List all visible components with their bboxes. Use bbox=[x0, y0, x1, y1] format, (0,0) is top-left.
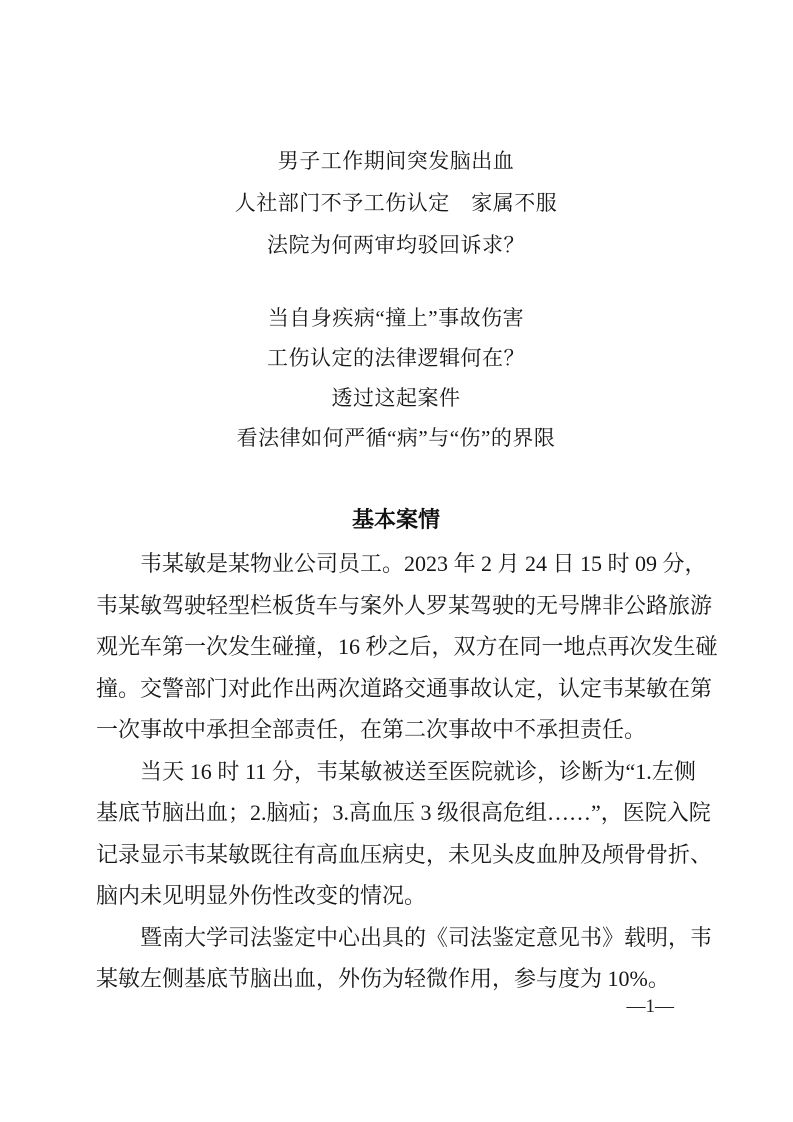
title-line-3: 法院为何两审均驳回诉求？ bbox=[267, 233, 525, 257]
subtitle-line-4: 看法律如何严循“病”与“伤”的界限 bbox=[236, 426, 556, 450]
body-line: 某敏左侧基底节脑出血，外伤为轻微作用，参与度为 10%。 bbox=[96, 966, 670, 991]
subtitle-line-1: 当自身疾病“撞上”事故伤害 bbox=[267, 306, 525, 330]
page-number: —1— bbox=[626, 996, 674, 1017]
title-line-2: 人社部门不予工伤认定 家属不服 bbox=[234, 191, 558, 215]
body-line: 基底节脑出血；2.脑疝；3.高血压 3 级很高危组……”，医院入院 bbox=[96, 800, 711, 825]
title-line-1: 男子工作期间突发脑出血 bbox=[277, 149, 515, 173]
body-line: 韦某敏驾驶轻型栏板货车与案外人罗某驾驶的无号牌非公路旅游 bbox=[96, 592, 713, 618]
body-line: 撞。交警部门对此作出两次道路交通事故认定，认定韦某敏在第 bbox=[96, 675, 713, 701]
title-block-secondary bbox=[96, 298, 696, 458]
section-heading: 基本案情 bbox=[351, 507, 440, 532]
body-line: 记录显示韦某敏既往有高血压病史，未见头皮血肿及颅骨骨折、 bbox=[96, 841, 713, 867]
body-line: 当天 16 时 11 分，韦某敏被送至医院就诊，诊断为“1.左侧 bbox=[140, 758, 696, 784]
page-footer bbox=[96, 996, 696, 1018]
body-line: 观光车第一次发生碰撞，16 秒之后，双方在同一地点再次发生碰 bbox=[96, 634, 718, 659]
body-line: 脑内未见明显外伤性改变的情况。 bbox=[96, 883, 427, 908]
body-text bbox=[96, 543, 718, 1000]
title-block-primary bbox=[96, 140, 696, 266]
body-line: 韦某敏是某物业公司员工。2023 年 2 月 24 日 15 时 09 分， bbox=[140, 551, 707, 576]
subtitle-line-2: 工伤认定的法律逻辑何在？ bbox=[267, 346, 525, 370]
body-line: 暨南大学司法鉴定中心出具的《司法鉴定意见书》载明，韦 bbox=[140, 924, 713, 950]
subtitle-line-3: 透过这起案件 bbox=[331, 386, 461, 410]
body-line: 一次事故中承担全部责任，在第二次事故中不承担责任。 bbox=[96, 717, 647, 742]
